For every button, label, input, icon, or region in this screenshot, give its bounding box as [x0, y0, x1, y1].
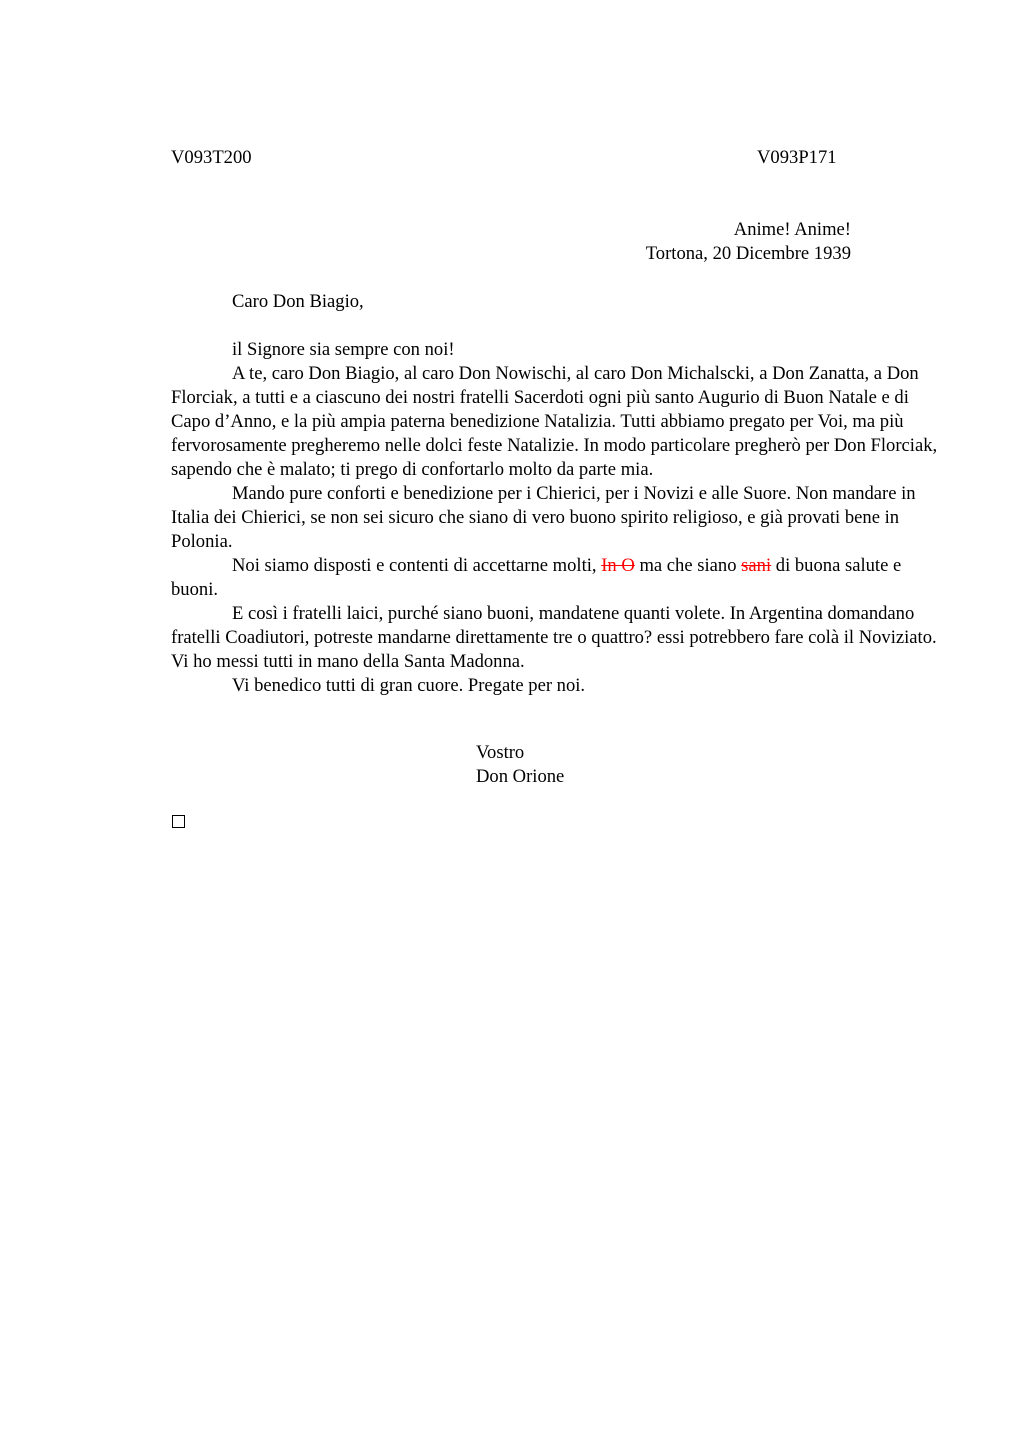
- signer-name: Don Orione: [476, 766, 565, 787]
- paragraph-text: di buona salute e buoni.: [171, 555, 902, 600]
- paragraph-text: ma che siano: [634, 555, 742, 576]
- letter-body: [171, 338, 941, 698]
- letter-heading: [646, 218, 851, 266]
- signature-block: [476, 741, 564, 789]
- paragraph-blessing: [171, 674, 941, 698]
- salutation: Caro Don Biagio,: [232, 291, 364, 312]
- deleted-text: In O: [601, 555, 635, 576]
- paragraph-text: E così i fratelli laici, purché siano buoni, mandatene quanti volete. In Argentina domandano fratelli Coadiutori, potreste mandarne direttamente tre o quattro? essi potrebbero fare colà il Noviziato. Vi ho messi tutti in mano della Santa Madonna.: [171, 603, 937, 672]
- paragraph-acceptance: [171, 554, 941, 602]
- paragraph-greeting: [171, 338, 941, 362]
- paragraph-text: Vi benedico tutti di gran cuore. Pregate per noi.: [232, 675, 586, 696]
- motto: Anime! Anime!: [733, 219, 851, 240]
- paragraph-wishes: [171, 362, 941, 482]
- reference-code-left: V093T200: [171, 147, 252, 168]
- paragraph-lay-brothers: [171, 602, 941, 674]
- paragraph-clerics: [171, 482, 941, 554]
- paragraph-text: Mando pure conforti e benedizione per i Chierici, per i Novizi e alle Suore. Non mandare in Italia dei Chierici, se non sei sicuro che siano di vero buono spirito religioso, e già provati bene in Polonia.: [171, 483, 916, 552]
- paragraph-text: il Signore sia sempre con noi!: [232, 339, 455, 360]
- deleted-text: sani: [741, 555, 772, 576]
- reference-code-right: V093P171: [757, 147, 837, 168]
- paragraph-text: Noi siamo disposti e contenti di accettarne molti,: [232, 555, 602, 576]
- square-outline-icon: [172, 815, 185, 828]
- paragraph-text: A te, caro Don Biagio, al caro Don Nowischi, al caro Don Michalscki, a Don Zanatta, a Don Florciak, a tutti e a ciascuno dei nostri fratelli Sacerdoti ogni più santo Augurio di Buon Natale e di Capo d’Anno, e la più ampia paterna benedizione Natalizia. Tutti abbiamo pregato per Voi, ma più fervorosamente pregheremo nelle dolci feste Natalizie. In modo particolare pregherò per Don Florciak, sapendo che è malato; ti prego di confortarlo molto da parte mia.: [171, 363, 938, 480]
- closing: Vostro: [476, 742, 525, 763]
- place-date: Tortona, 20 Dicembre 1939: [645, 243, 851, 264]
